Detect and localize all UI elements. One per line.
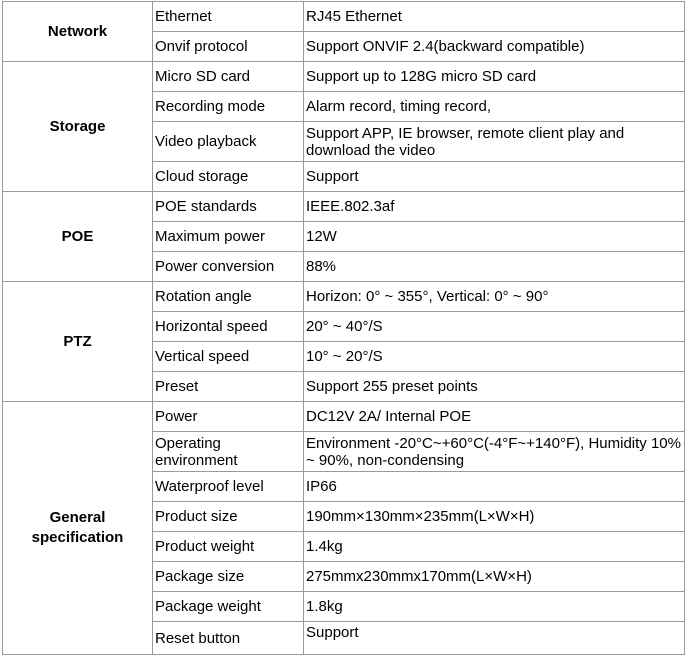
spec-value: 88% xyxy=(304,252,685,282)
spec-value: IEEE.802.3af xyxy=(304,192,685,222)
spec-value: Support up to 128G micro SD card xyxy=(304,62,685,92)
spec-label: Rotation angle xyxy=(153,282,304,312)
table-row xyxy=(3,62,685,92)
spec-label: Reset button xyxy=(153,622,304,655)
spec-label: Operating environment xyxy=(153,432,304,472)
spec-value: Support 255 preset points xyxy=(304,372,685,402)
spec-label: Power conversion xyxy=(153,252,304,282)
table-row xyxy=(3,402,685,432)
spec-label: Waterproof level xyxy=(153,472,304,502)
spec-value: 20° ~ 40°/S xyxy=(304,312,685,342)
spec-label: Maximum power xyxy=(153,222,304,252)
spec-label: Preset xyxy=(153,372,304,402)
table-row xyxy=(3,282,685,312)
spec-label: Ethernet xyxy=(153,2,304,32)
spec-label: Vertical speed xyxy=(153,342,304,372)
spec-value: Support ONVIF 2.4(backward compatible) xyxy=(304,32,685,62)
spec-label: Package size xyxy=(153,562,304,592)
spec-value: Horizon: 0° ~ 355°, Vertical: 0° ~ 90° xyxy=(304,282,685,312)
spec-value: Alarm record, timing record, xyxy=(304,92,685,122)
category-storage: Storage xyxy=(3,62,153,192)
spec-value: 275mmx230mmx170mm(L×W×H) xyxy=(304,562,685,592)
spec-value: Support xyxy=(304,162,685,192)
spec-value: 190mm×130mm×235mm(L×W×H) xyxy=(304,502,685,532)
spec-label: Power xyxy=(153,402,304,432)
spec-value: 1.4kg xyxy=(304,532,685,562)
spec-label: Video playback xyxy=(153,122,304,162)
table-row xyxy=(3,192,685,222)
spec-label: Horizontal speed xyxy=(153,312,304,342)
category-general-specification: General specification xyxy=(3,402,153,655)
spec-label: Recording mode xyxy=(153,92,304,122)
spec-value: RJ45 Ethernet xyxy=(304,2,685,32)
spec-value: Environment -20°C~+60°C(-4°F~+140°F), Humidity 10% ~ 90%, non-condensing xyxy=(304,432,685,472)
spec-label: Product size xyxy=(153,502,304,532)
spec-label: Package weight xyxy=(153,592,304,622)
spec-value: IP66 xyxy=(304,472,685,502)
spec-value: 10° ~ 20°/S xyxy=(304,342,685,372)
spec-value: 1.8kg xyxy=(304,592,685,622)
category-ptz: PTZ xyxy=(3,282,153,402)
spec-table xyxy=(2,1,685,655)
spec-value: DC12V 2A/ Internal POE xyxy=(304,402,685,432)
spec-label: Onvif protocol xyxy=(153,32,304,62)
spec-label: Cloud storage xyxy=(153,162,304,192)
spec-label: Micro SD card xyxy=(153,62,304,92)
spec-label: Product weight xyxy=(153,532,304,562)
spec-value: Support APP, IE browser, remote client play and download the video xyxy=(304,122,685,162)
spec-value: Support xyxy=(304,622,685,655)
spec-value: 12W xyxy=(304,222,685,252)
category-poe: POE xyxy=(3,192,153,282)
category-network: Network xyxy=(3,2,153,62)
table-row xyxy=(3,2,685,32)
spec-label: POE standards xyxy=(153,192,304,222)
